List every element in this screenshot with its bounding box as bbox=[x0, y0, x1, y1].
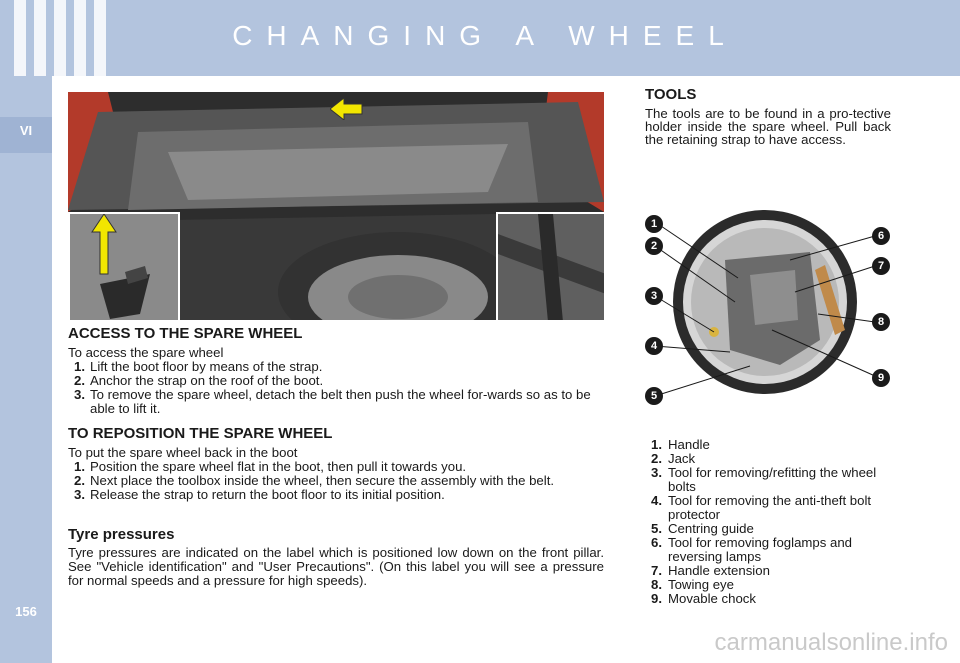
list-item: 6. Tool for removing foglamps and reversing lamps bbox=[651, 535, 852, 564]
left-arrow-icon bbox=[330, 98, 364, 120]
list-item: 4. Tool for removing the anti-theft bolt protector bbox=[651, 493, 872, 522]
belt-illustration bbox=[498, 214, 604, 320]
page-header bbox=[0, 0, 960, 76]
section-label: VI bbox=[19, 123, 33, 138]
access-section bbox=[68, 327, 604, 416]
tyre-section bbox=[68, 528, 604, 588]
reposition-intro: To put the spare wheel back in the boot bbox=[68, 445, 298, 460]
list-item: 8. Towing eye bbox=[651, 577, 734, 592]
tools-text: The tools are to be found in a pro-tective holder inside the spare wheel. Pull back the retaining strap to have access. bbox=[645, 106, 891, 147]
belt-detail-photo bbox=[496, 212, 604, 320]
callout-4: 4 bbox=[645, 337, 663, 355]
access-steps bbox=[68, 360, 604, 416]
list-item: 5. Centring guide bbox=[651, 521, 754, 536]
list-item: 2. Anchor the strap on the roof of the boot. bbox=[74, 373, 324, 388]
strap-detail-photo bbox=[68, 212, 180, 320]
list-item: 1. Position the spare wheel flat in the boot, then pull it towards you. bbox=[74, 459, 467, 474]
callout-5: 5 bbox=[645, 387, 663, 405]
callout-8: 8 bbox=[872, 313, 890, 331]
strap-illustration bbox=[70, 214, 178, 320]
page-number: 156 bbox=[15, 604, 37, 619]
tool-diagram bbox=[630, 190, 900, 415]
list-item: 1. Lift the boot floor by means of the strap. bbox=[74, 359, 323, 374]
callout-7: 7 bbox=[872, 257, 890, 275]
tools-legend bbox=[651, 438, 901, 606]
access-intro: To access the spare wheel bbox=[68, 345, 224, 360]
tools-section bbox=[645, 88, 891, 146]
tyre-text: Tyre pressures are indicated on the label which is positioned low down on the front pillar. See "Vehicle identification" and "User Precautions". (On this label you will see a pressure for normal speeds and a pressure for high speeds). bbox=[68, 545, 604, 588]
list-item: 3. To remove the spare wheel, detach the belt then push the wheel for-wards so as to be able to lift it. bbox=[74, 387, 591, 416]
list-item: 9. Movable chock bbox=[651, 591, 756, 606]
tools-heading: TOOLS bbox=[645, 86, 697, 103]
reposition-section bbox=[68, 427, 604, 502]
callout-6: 6 bbox=[872, 227, 890, 245]
callout-1: 1 bbox=[645, 215, 663, 233]
list-item: 1. Handle bbox=[651, 437, 710, 452]
boot-photo bbox=[68, 92, 604, 320]
section-tab bbox=[0, 117, 52, 153]
list-item: 2. Next place the toolbox inside the wheel, then secure the assembly with the belt. bbox=[74, 473, 555, 488]
callout-3: 3 bbox=[645, 287, 663, 305]
list-item: 3. Release the strap to return the boot floor to its initial position. bbox=[74, 487, 445, 502]
callout-2: 2 bbox=[645, 237, 663, 255]
callout-9: 9 bbox=[872, 369, 890, 387]
sidebar bbox=[0, 76, 52, 663]
access-heading: ACCESS TO THE SPARE WHEEL bbox=[68, 325, 303, 342]
page-title: CHANGING A WHEEL bbox=[232, 20, 738, 51]
list-item: 7. Handle extension bbox=[651, 563, 770, 578]
reposition-heading: TO REPOSITION THE SPARE WHEEL bbox=[68, 425, 333, 442]
watermark: carmanualsonline.info bbox=[714, 629, 948, 656]
list-item: 2. Jack bbox=[651, 451, 696, 466]
tyre-heading: Tyre pressures bbox=[68, 526, 175, 543]
list-item: 3. Tool for removing/refitting the wheel bolts bbox=[651, 465, 877, 494]
reposition-steps bbox=[68, 460, 604, 502]
